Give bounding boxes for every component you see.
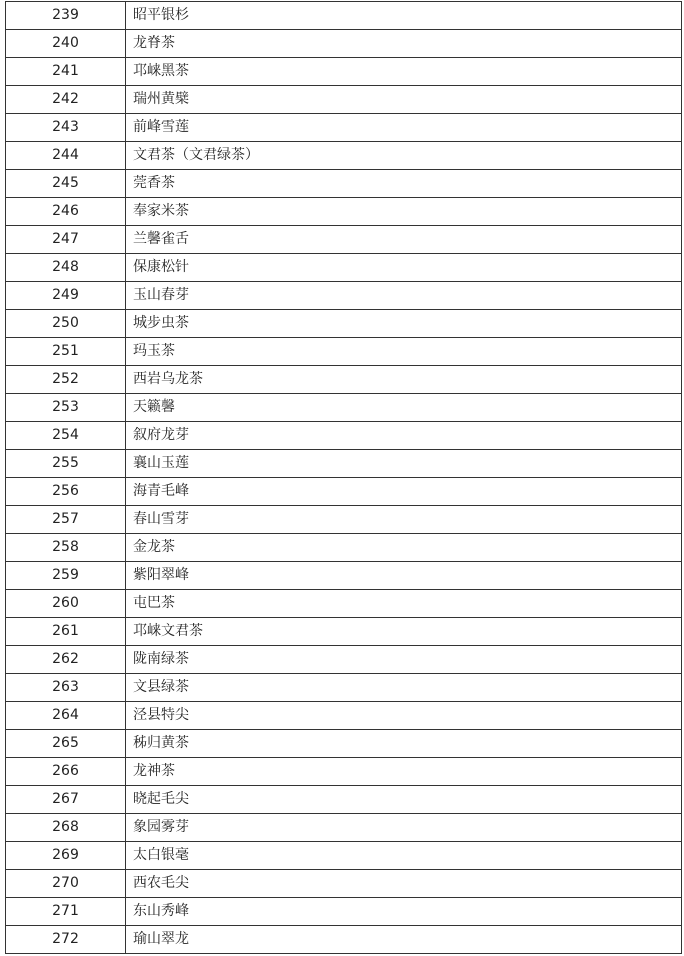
tea-name: 瑞州黄檗 bbox=[126, 86, 682, 114]
tea-name: 陇南绿茶 bbox=[126, 646, 682, 674]
tea-name: 秭归黄茶 bbox=[126, 730, 682, 758]
table-row bbox=[6, 2, 682, 30]
table-row bbox=[6, 338, 682, 366]
table-row bbox=[6, 282, 682, 310]
row-number: 253 bbox=[6, 394, 126, 422]
tea-name: 太白银毫 bbox=[126, 842, 682, 870]
tea-name: 前峰雪莲 bbox=[126, 114, 682, 142]
tea-name: 龙脊茶 bbox=[126, 30, 682, 58]
tea-name: 昭平银杉 bbox=[126, 2, 682, 30]
table-row bbox=[6, 786, 682, 814]
row-number: 245 bbox=[6, 170, 126, 198]
tea-name: 春山雪芽 bbox=[126, 506, 682, 534]
table-row bbox=[6, 674, 682, 702]
table-row bbox=[6, 478, 682, 506]
row-number: 271 bbox=[6, 898, 126, 926]
row-number: 240 bbox=[6, 30, 126, 58]
row-number: 269 bbox=[6, 842, 126, 870]
row-number: 251 bbox=[6, 338, 126, 366]
row-number: 250 bbox=[6, 310, 126, 338]
tea-name: 邛崃文君茶 bbox=[126, 618, 682, 646]
table-row bbox=[6, 506, 682, 534]
row-number: 259 bbox=[6, 562, 126, 590]
tea-name: 龙神茶 bbox=[126, 758, 682, 786]
row-number: 265 bbox=[6, 730, 126, 758]
tea-name: 兰馨雀舌 bbox=[126, 226, 682, 254]
row-number: 255 bbox=[6, 450, 126, 478]
table-row bbox=[6, 842, 682, 870]
tea-name: 金龙茶 bbox=[126, 534, 682, 562]
table-row bbox=[6, 618, 682, 646]
row-number: 264 bbox=[6, 702, 126, 730]
row-number: 239 bbox=[6, 2, 126, 30]
table-row bbox=[6, 926, 682, 954]
tea-name: 文君茶（文君绿茶） bbox=[126, 142, 682, 170]
table-row bbox=[6, 758, 682, 786]
tea-name: 城步虫茶 bbox=[126, 310, 682, 338]
tea-name: 屯巴茶 bbox=[126, 590, 682, 618]
row-number: 272 bbox=[6, 926, 126, 954]
tea-name: 西岩乌龙茶 bbox=[126, 366, 682, 394]
table-row bbox=[6, 310, 682, 338]
table-row bbox=[6, 898, 682, 926]
row-number: 256 bbox=[6, 478, 126, 506]
table-row bbox=[6, 870, 682, 898]
row-number: 261 bbox=[6, 618, 126, 646]
table-row bbox=[6, 58, 682, 86]
tea-name: 象园雾芽 bbox=[126, 814, 682, 842]
tea-name: 东山秀峰 bbox=[126, 898, 682, 926]
tea-list-table bbox=[5, 1, 682, 954]
row-number: 266 bbox=[6, 758, 126, 786]
table-row bbox=[6, 198, 682, 226]
tea-name: 泾县特尖 bbox=[126, 702, 682, 730]
row-number: 242 bbox=[6, 86, 126, 114]
row-number: 244 bbox=[6, 142, 126, 170]
row-number: 267 bbox=[6, 786, 126, 814]
row-number: 241 bbox=[6, 58, 126, 86]
row-number: 243 bbox=[6, 114, 126, 142]
row-number: 268 bbox=[6, 814, 126, 842]
tea-name: 莞香茶 bbox=[126, 170, 682, 198]
table-row bbox=[6, 562, 682, 590]
table-row bbox=[6, 226, 682, 254]
row-number: 258 bbox=[6, 534, 126, 562]
row-number: 260 bbox=[6, 590, 126, 618]
row-number: 252 bbox=[6, 366, 126, 394]
table-row bbox=[6, 142, 682, 170]
tea-name: 邛崃黑茶 bbox=[126, 58, 682, 86]
table-row bbox=[6, 114, 682, 142]
tea-name: 叙府龙芽 bbox=[126, 422, 682, 450]
tea-name: 天籁馨 bbox=[126, 394, 682, 422]
tea-name: 瑜山翠龙 bbox=[126, 926, 682, 954]
tea-name: 奉家米茶 bbox=[126, 198, 682, 226]
row-number: 270 bbox=[6, 870, 126, 898]
table-row bbox=[6, 814, 682, 842]
table-row bbox=[6, 30, 682, 58]
tea-name: 海青毛峰 bbox=[126, 478, 682, 506]
row-number: 262 bbox=[6, 646, 126, 674]
row-number: 249 bbox=[6, 282, 126, 310]
table-row bbox=[6, 646, 682, 674]
table-row bbox=[6, 254, 682, 282]
table-row bbox=[6, 730, 682, 758]
row-number: 254 bbox=[6, 422, 126, 450]
row-number: 246 bbox=[6, 198, 126, 226]
table-row bbox=[6, 702, 682, 730]
row-number: 247 bbox=[6, 226, 126, 254]
tea-name: 紫阳翠峰 bbox=[126, 562, 682, 590]
tea-name: 襄山玉莲 bbox=[126, 450, 682, 478]
table-row bbox=[6, 534, 682, 562]
table-row bbox=[6, 170, 682, 198]
row-number: 263 bbox=[6, 674, 126, 702]
table-row bbox=[6, 450, 682, 478]
table-row bbox=[6, 590, 682, 618]
tea-name: 保康松针 bbox=[126, 254, 682, 282]
tea-name: 文县绿茶 bbox=[126, 674, 682, 702]
tea-name: 玛玉茶 bbox=[126, 338, 682, 366]
tea-name: 玉山春芽 bbox=[126, 282, 682, 310]
tea-name: 晓起毛尖 bbox=[126, 786, 682, 814]
table-row bbox=[6, 86, 682, 114]
row-number: 248 bbox=[6, 254, 126, 282]
tea-name: 西农毛尖 bbox=[126, 870, 682, 898]
table-row bbox=[6, 394, 682, 422]
row-number: 257 bbox=[6, 506, 126, 534]
table-row bbox=[6, 422, 682, 450]
table-body bbox=[6, 2, 682, 954]
table-row bbox=[6, 366, 682, 394]
